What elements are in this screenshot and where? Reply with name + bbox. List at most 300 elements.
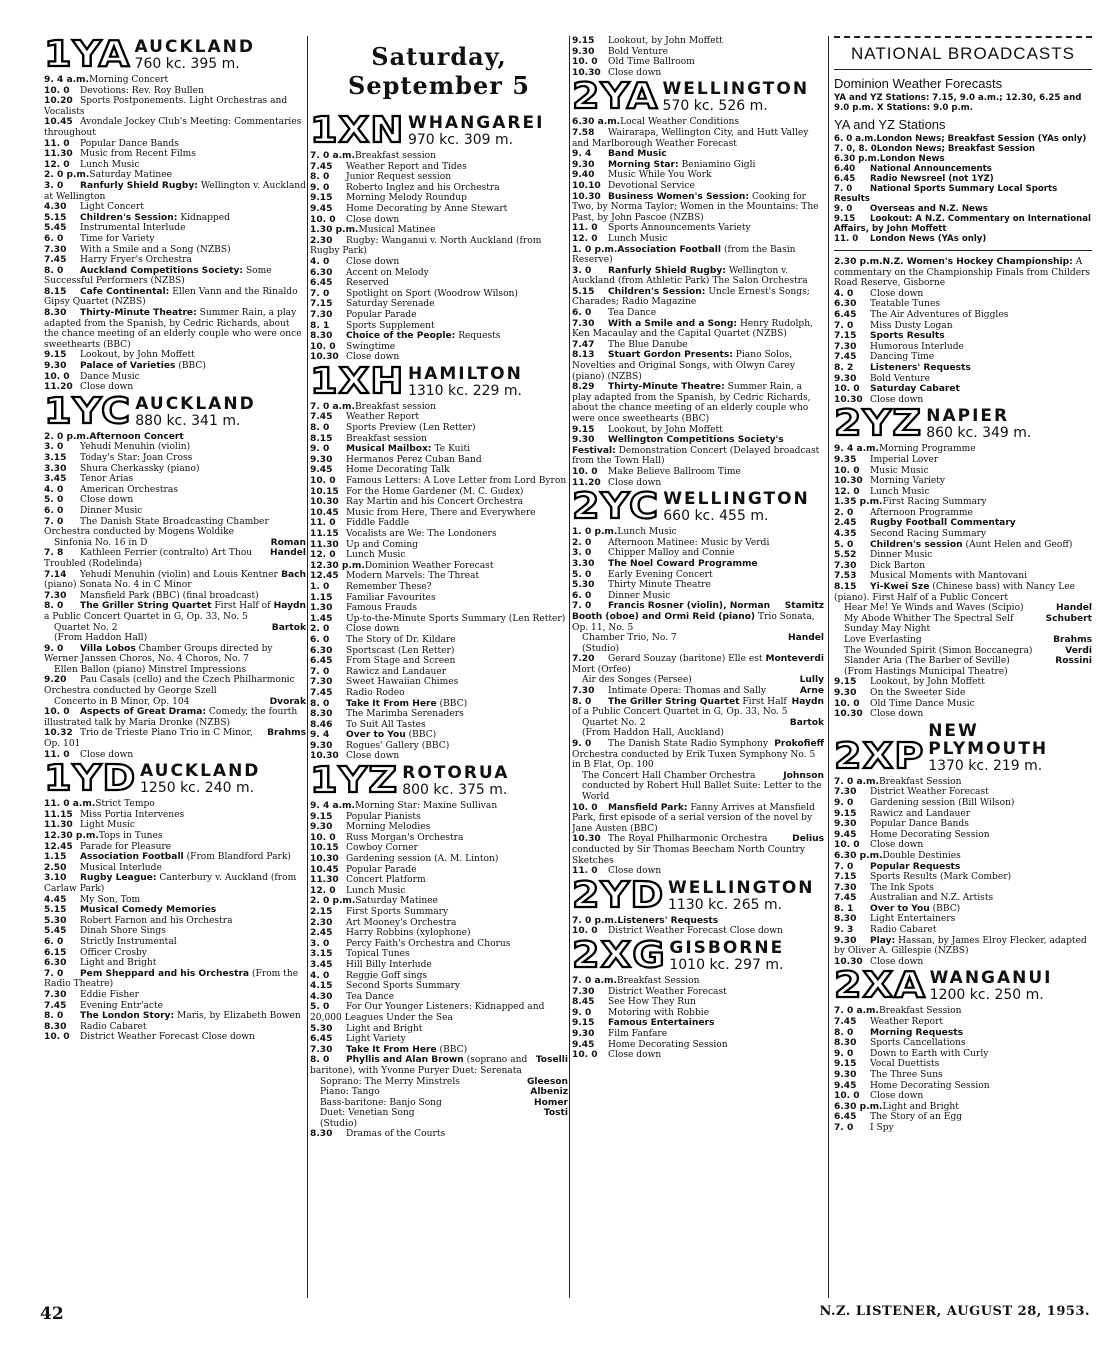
programme-time: 9.30 (572, 435, 595, 446)
programme-title: Aspects of Great Drama: (80, 707, 206, 718)
programme-text: Famous Letters: A Love Letter from Lord Byron (346, 476, 567, 487)
programme-text: See How They Run (608, 997, 696, 1008)
programme-entry (310, 331, 568, 342)
programme-entry (572, 559, 824, 570)
broadcast-time: 6. 0 a.m. (834, 134, 877, 144)
programme-entry (572, 170, 824, 181)
programme-entry (310, 886, 568, 897)
programme-entry (310, 741, 568, 752)
programme-entry (44, 485, 306, 496)
programme-entry (834, 444, 1092, 455)
programme-title: Business Women's Session: (608, 191, 750, 202)
programme-entry (44, 633, 306, 644)
programme-time: 11.15 (44, 809, 73, 820)
programme-entry (572, 601, 824, 633)
composer: Handel (787, 633, 824, 644)
programme-time: 10.30 (572, 834, 601, 845)
station-info (663, 490, 810, 524)
column-rule-3 (828, 36, 829, 1298)
programme-entry (310, 1045, 568, 1056)
programme-title: Rugby League: (80, 873, 157, 884)
programme-entry (834, 904, 1092, 915)
programme-time: 11. 0 (310, 518, 336, 529)
programme-entry (572, 223, 824, 234)
programme-text: Second Racing Summary (870, 529, 987, 540)
programme-text: (From the Radio Theatre) (44, 968, 299, 990)
programme-text: Music from Recent Films (80, 149, 196, 160)
programme-entry (44, 86, 306, 97)
programme-text: Ellen Ballon (piano) Minstrel Impressions (54, 664, 247, 675)
programme-time: 9. 4 a.m. (834, 444, 879, 455)
programme-text: The Danish State Broadcasting Chamber Orchestra conducted by Mogens Woldike (44, 516, 269, 538)
programme-entry (310, 1108, 568, 1119)
programme-entry (44, 958, 306, 969)
programme-entry (834, 257, 1092, 289)
programme-text: Sportscast (Len Retter) (346, 645, 455, 656)
programme-time: 3.30 (572, 558, 595, 569)
programme-list (834, 257, 1092, 405)
station-frequency: 1200 kc. 250 m. (929, 987, 1044, 1004)
programme-text: Close down (870, 956, 924, 967)
programme-time: 8.30 (834, 914, 857, 925)
programme-entry (310, 1002, 568, 1023)
programme-time: 9. 4 a.m. (310, 801, 355, 812)
programme-entry (310, 971, 568, 982)
programme-text: Pau Casals (cello) and the Czech Philharmonic Orchestra conducted by George Szell (44, 675, 295, 697)
programme-text: Bass-baritone: Banjo Song (320, 1097, 442, 1108)
station-header (834, 720, 1092, 777)
programme-entry (834, 688, 1092, 699)
programme-time: 7. 0 a.m. (572, 975, 617, 986)
programme-time: 6.45 (834, 1112, 857, 1123)
programme-text: Tops in Tunes (98, 831, 163, 841)
composer: Roman (270, 537, 306, 548)
station-header (572, 76, 824, 118)
programme-entry (310, 342, 568, 353)
programme-entry (310, 310, 568, 321)
programme-time: 7.30 (572, 318, 595, 329)
programme-entry (310, 928, 568, 939)
programme-time: 1.35 p.m. (834, 497, 883, 508)
programme-entry (44, 287, 306, 308)
programme-entry (310, 412, 568, 423)
programme-entry (44, 255, 306, 266)
programme-time: 3.15 (44, 453, 67, 463)
programme-list (44, 432, 306, 760)
composer: Delius (792, 834, 824, 845)
programme-text: Reggie Goff sings (346, 970, 428, 981)
programme-text: Sports Preview (Len Retter) (346, 423, 476, 434)
programme-time: 8. 0 (834, 1027, 854, 1038)
programme-time: 12.45 (44, 841, 73, 852)
programme-text: Some Successful Performers (NZBS) (44, 265, 272, 287)
programme-text: Lunch Music (870, 486, 930, 497)
programme-time: 2. 0 (834, 507, 854, 518)
programme-text: Morning Programme (878, 444, 976, 455)
programme-text: On the Sweeter Side (870, 687, 966, 698)
programme-entry (834, 299, 1092, 310)
programme-text: Local Weather Conditions (620, 117, 740, 128)
programme-entry (44, 623, 306, 634)
programme-text: Dramas of the Courts (346, 1129, 446, 1140)
programme-text: Close down (80, 749, 134, 760)
broadcast-time: 9.15 (834, 214, 856, 224)
programme-entry (44, 969, 306, 990)
programme-entry (310, 162, 568, 173)
programme-title: Wellington Competitions Society's Festival: (572, 435, 784, 456)
column-2 (310, 36, 568, 1298)
station-callsign: 1XN (310, 110, 405, 151)
programme-time: 3. 0 (572, 265, 592, 276)
composer: Dvorak (269, 696, 306, 707)
programme-text: (soprano and baritone), with Yvonne Puryer Duet: Serenata (310, 1055, 528, 1076)
programme-title: Band Music (608, 149, 667, 160)
programme-text: Sports Cancellations (870, 1038, 966, 1049)
programme-entry (572, 149, 824, 160)
programme-time: 7.45 (834, 352, 857, 363)
programme-entry (834, 840, 1092, 851)
station-frequency: 1370 kc. 219 m. (928, 757, 1043, 774)
programme-text: Light Entertainers (870, 914, 956, 925)
programme-text: Junior Request session (346, 172, 452, 183)
programme-time: 9.40 (572, 170, 595, 181)
programme-entry (834, 830, 1092, 841)
programme-text: Light Concert (80, 202, 144, 213)
programme-time: 12. 0 (310, 885, 336, 896)
programme-entry (834, 1049, 1092, 1060)
programme-entry (310, 402, 568, 413)
station-frequency: 570 kc. 526 m. (662, 98, 768, 115)
programme-time: 7.45 (834, 893, 857, 904)
programme-text: Intimate Opera: Thomas and Sally (608, 686, 766, 697)
programme-time: 6.45 (310, 656, 333, 667)
programme-text: Rugby: Wanganui v. North Auckland (from Rugby Park) (310, 235, 542, 257)
programme-text: Light Variety (346, 1034, 406, 1045)
programme-entry (44, 538, 306, 549)
programme-text: Afternoon Programme (870, 507, 973, 518)
programme-text: Close down (608, 866, 662, 877)
programme-entry (572, 728, 824, 739)
programme-text: Requests (458, 331, 501, 342)
programme-text: Popular Parade (346, 864, 417, 875)
programme-time: 9. 0 (572, 1007, 592, 1018)
programme-time: 8.30 (310, 1129, 333, 1140)
station-callsign: 2YC (572, 486, 660, 528)
programme-text: Film Fanfare (608, 1028, 668, 1039)
programme-entry (44, 728, 306, 749)
programme-time: 7.20 (572, 654, 595, 665)
programme-entry (44, 234, 306, 245)
programme-entry (44, 570, 306, 591)
programme-entry (834, 1091, 1092, 1102)
programme-title: Morning Star: (608, 159, 679, 170)
station-info (930, 969, 1053, 1003)
programme-time: 7.30 (834, 882, 857, 893)
broadcast-entry (834, 164, 1092, 174)
programme-entry (834, 1059, 1092, 1070)
programme-entry (834, 614, 1092, 635)
programme-entry (834, 1102, 1092, 1113)
programme-entry (834, 1123, 1092, 1134)
programme-title: Listeners' Requests (870, 362, 971, 373)
programme-time: 7.45 (310, 412, 333, 423)
programme-time: 1.30 (310, 603, 333, 614)
programme-time: 2.50 (44, 862, 67, 873)
station-city: WHANGAREI (407, 113, 545, 133)
programme-text: Breakfast Session (878, 1006, 962, 1017)
programme-entry (44, 213, 306, 224)
programme-time: 10.30 (834, 394, 863, 405)
programme-text: Close down (346, 352, 400, 363)
programme-text: For the Home Gardener (M. C. Gudex) (346, 486, 524, 497)
programme-entry (572, 245, 824, 266)
programme-entry (834, 540, 1092, 551)
programme-title: Famous Entertainers (608, 1018, 715, 1029)
programme-text: Summer Rain, a play adapted from the Spanish, by Cedric Richards, about the chance meeting of an elderly couple who were once sweethearts (BBC) (572, 382, 811, 424)
programme-entry (44, 160, 306, 171)
programme-time: 12. 0 (834, 486, 860, 497)
programme-time: 7. 0 (834, 1122, 854, 1133)
programme-time: 11. 0 (572, 223, 598, 234)
programme-time: 11. 0 (44, 749, 70, 760)
programme-entry (834, 384, 1092, 395)
programme-time: 3. 0 (310, 938, 330, 949)
broadcast-time: 6.40 (834, 164, 856, 174)
programme-time: 7. 0 (44, 516, 64, 527)
programme-text: Fiddle Faddle (346, 518, 410, 529)
composer: Verdi (1065, 645, 1092, 656)
programme-text: Hill Billy Interlude (346, 959, 432, 970)
programme-text: Lunch Music (346, 885, 406, 896)
column-4 (834, 36, 1092, 1298)
programme-text: The Ink Spots (870, 882, 934, 893)
programme-time: 2.15 (310, 907, 333, 917)
programme-text: Quartet No. 2 (54, 622, 118, 633)
programme-text: Afternoon Matinee: Music by Verdi (608, 537, 770, 548)
composer: Johnson (783, 770, 824, 781)
programme-time: 10.45 (310, 864, 339, 875)
programme-entry (310, 801, 568, 812)
programme-time: 7.58 (572, 127, 595, 138)
programme-time: 2.30 (310, 235, 333, 246)
programme-time: 3.45 (310, 959, 333, 970)
programme-time: 9.15 (310, 193, 333, 204)
programme-entry (310, 1098, 568, 1109)
programme-text: Kathleen Ferrier (contralto) Art Thou Troubled (Rodelinda) (44, 548, 253, 569)
programme-text: Slander Aria (The Barber of Seville) (844, 656, 1010, 667)
programme-time: 11.20 (44, 382, 73, 393)
programme-time: 12. 0 (44, 159, 70, 170)
programme-text: Close down (870, 840, 924, 851)
programme-time: 1.30 p.m. (310, 225, 359, 236)
programme-entry (572, 1050, 824, 1061)
programme-entry (834, 476, 1092, 487)
programme-list (572, 117, 824, 488)
programme-text: Teatable Tunes (870, 299, 941, 310)
programme-text: Dinner Music (608, 590, 671, 601)
programme-title: With a Smile and a Song: (608, 318, 738, 329)
programme-text: Saturday Serenade (346, 299, 435, 310)
programme-time: 9.45 (310, 203, 333, 214)
programme-text: (BBC) (439, 698, 468, 709)
programme-entry (572, 192, 824, 224)
programme-time: 7. 0 a.m. (310, 401, 355, 412)
programme-time: 9.30 (834, 1070, 857, 1080)
programme-time: 7.30 (310, 1044, 333, 1055)
programme-text: Make Believe Ballroom Time (608, 466, 741, 477)
programme-entry (310, 1055, 568, 1076)
programme-time: 9. 3 (834, 925, 854, 936)
programme-entry (572, 266, 824, 287)
programme-text: Vocalists are We: The Londoners (346, 529, 497, 539)
programme-time: 6. 0 (44, 936, 64, 947)
programme-text: Morning Variety (870, 476, 946, 487)
programme-entry (44, 432, 306, 443)
programme-time: 8.29 (572, 382, 595, 393)
programme-text: Comedy, the fourth illustrated talk by Maria Dronke (NZBS) (44, 707, 298, 728)
programme-entry (572, 976, 824, 987)
programme-list (572, 976, 824, 1061)
programme-entry (310, 646, 568, 657)
programme-time: 9.15 (834, 1059, 857, 1070)
programme-text: Chipper Malloy and Connie (608, 548, 735, 559)
programme-time: 11. 0 (572, 866, 598, 877)
programme-entry (44, 1032, 306, 1043)
programme-entry (44, 707, 306, 728)
programme-text: Thirty Minute Theatre (608, 580, 711, 591)
programme-entry (310, 730, 568, 741)
programme-entry (572, 580, 824, 591)
programme-text: Home Decorating Session (608, 1039, 728, 1050)
programme-time: 9.20 (44, 675, 67, 686)
programme-time: 10.10 (572, 180, 601, 191)
programme-text: Close down (346, 214, 400, 225)
programme-time: 3.15 (310, 949, 333, 960)
station-frequency: 1010 kc. 297 m. (669, 956, 784, 973)
programme-text: District Weather Forecast (608, 986, 727, 997)
programme-entry (44, 937, 306, 948)
programme-text: From Stage and Screen (346, 656, 456, 667)
programme-entry (310, 465, 568, 476)
programme-text: The Danish State Radio Symphony Orchestra conducted by Erik Tuxen Symphony No. 5 in B Flat, Op. 100 (572, 739, 816, 771)
programme-time: 6. 0 (572, 590, 592, 601)
programme-text: Strict Tempo (95, 799, 155, 810)
composer: Albeniz (530, 1087, 568, 1098)
programme-time: 2.45 (310, 928, 333, 939)
station-header (310, 360, 568, 402)
composer: Bach (281, 569, 306, 580)
programme-time: 9.30 (834, 687, 857, 698)
programme-text: Breakfast Session (878, 776, 962, 787)
programme-text: Strictly Instrumental (80, 936, 177, 947)
programme-time: 11.30 (310, 875, 339, 886)
programme-entry (834, 331, 1092, 342)
ya-yz-stations-heading: YA and YZ Stations (834, 117, 946, 132)
programme-entry (572, 181, 824, 192)
station-header (44, 36, 306, 75)
programme-time: 6.45 (834, 309, 857, 320)
programme-time: 5.45 (44, 926, 67, 937)
programme-entry (310, 321, 568, 332)
programme-time: 7.15 (310, 299, 333, 310)
programme-text: Harry Fryer's Orchestra (80, 255, 192, 266)
programme-text: Russ Morgan's Orchestra (346, 832, 464, 843)
composer: Stamitz (784, 601, 824, 612)
station-city: AUCKLAND (135, 393, 256, 414)
programme-time: 5.45 (44, 223, 67, 234)
programme-text: Cooking for Two, by Norma Taylor; Women in the Mountains: The Past, by John Pascoe (NZBS) (572, 191, 819, 223)
programme-time: 9.30 (834, 935, 857, 946)
national-broadcasts-title: NATIONAL BROADCASTS (834, 36, 1092, 70)
programme-entry (834, 497, 1092, 508)
programme-entry (310, 571, 568, 582)
programme-entry (310, 907, 568, 918)
programme-time: 7. 0 (572, 601, 592, 612)
programme-text: Te Kuiti (434, 444, 471, 455)
programme-entry (572, 527, 824, 538)
programme-entry (834, 851, 1092, 862)
programme-entry (44, 1001, 306, 1012)
programme-time: 10.32 (44, 728, 73, 739)
programme-text: Radio Rodeo (346, 687, 405, 698)
programme-entry (310, 709, 568, 720)
station-header (572, 934, 824, 976)
programme-text: Musical Interlude (80, 862, 162, 873)
broadcast-entry (834, 154, 1092, 164)
programme-title: Sports Results (870, 331, 945, 342)
programme-title: Yi-Kwei Sze (870, 582, 930, 593)
programme-entry (572, 591, 824, 602)
programme-entry (44, 873, 306, 894)
programme-entry (834, 883, 1092, 894)
programme-time: 4. 0 (310, 256, 330, 267)
programme-entry (310, 949, 568, 960)
programme-time: 6.30 p.m. (834, 1101, 883, 1112)
programme-entry (310, 981, 568, 992)
programme-text: Lookout, by John Moffett (608, 36, 723, 46)
programme-time: 4. 0 (310, 970, 330, 981)
programme-time: 1. 0 (310, 581, 330, 592)
programme-text: Soprano: The Merry Minstrels (320, 1076, 460, 1087)
programme-time: 5.30 (310, 1023, 333, 1034)
programme-text: Close down (870, 394, 924, 405)
programme-text: Mansfield Park (BBC) (final broadcast) (80, 590, 259, 601)
programme-entry (834, 487, 1092, 498)
programme-text: The Story of an Egg (870, 1112, 963, 1123)
programme-entry (834, 571, 1092, 582)
programme-text: Lookout, by John Moffett (870, 677, 985, 688)
station-city: WELLINGTON (662, 79, 810, 100)
programme-time: 10. 0 (572, 1050, 598, 1061)
station-frequency: 660 kc. 455 m. (663, 508, 769, 525)
programme-title: Take It From Here (346, 1044, 437, 1055)
programme-text: Lookout, by John Moffett (80, 350, 195, 361)
programme-time: 10. 0 (834, 840, 860, 851)
programme-text: Miss Dusty Logan (870, 320, 953, 331)
programme-text: Weather Report and Tides (346, 161, 467, 172)
programme-time: 4.35 (834, 529, 857, 540)
programme-text: Avondale Jockey Club's Meeting: Commentaries throughout (44, 117, 302, 138)
station-info (408, 365, 523, 399)
programme-text: Air des Songes (Persee) (582, 675, 692, 686)
programme-entry (572, 803, 824, 835)
programme-time: 5.30 (572, 580, 595, 591)
programme-time: 8.13 (572, 350, 595, 361)
programme-text: Sinfonia No. 16 in D (54, 537, 148, 548)
programme-title: Children's Session: (608, 286, 706, 297)
programme-title: Francis Rosner (violin), Norman Booth (oboe) and Ormi Reid (piano) (572, 601, 771, 622)
programme-time: 10.30 (310, 497, 339, 508)
